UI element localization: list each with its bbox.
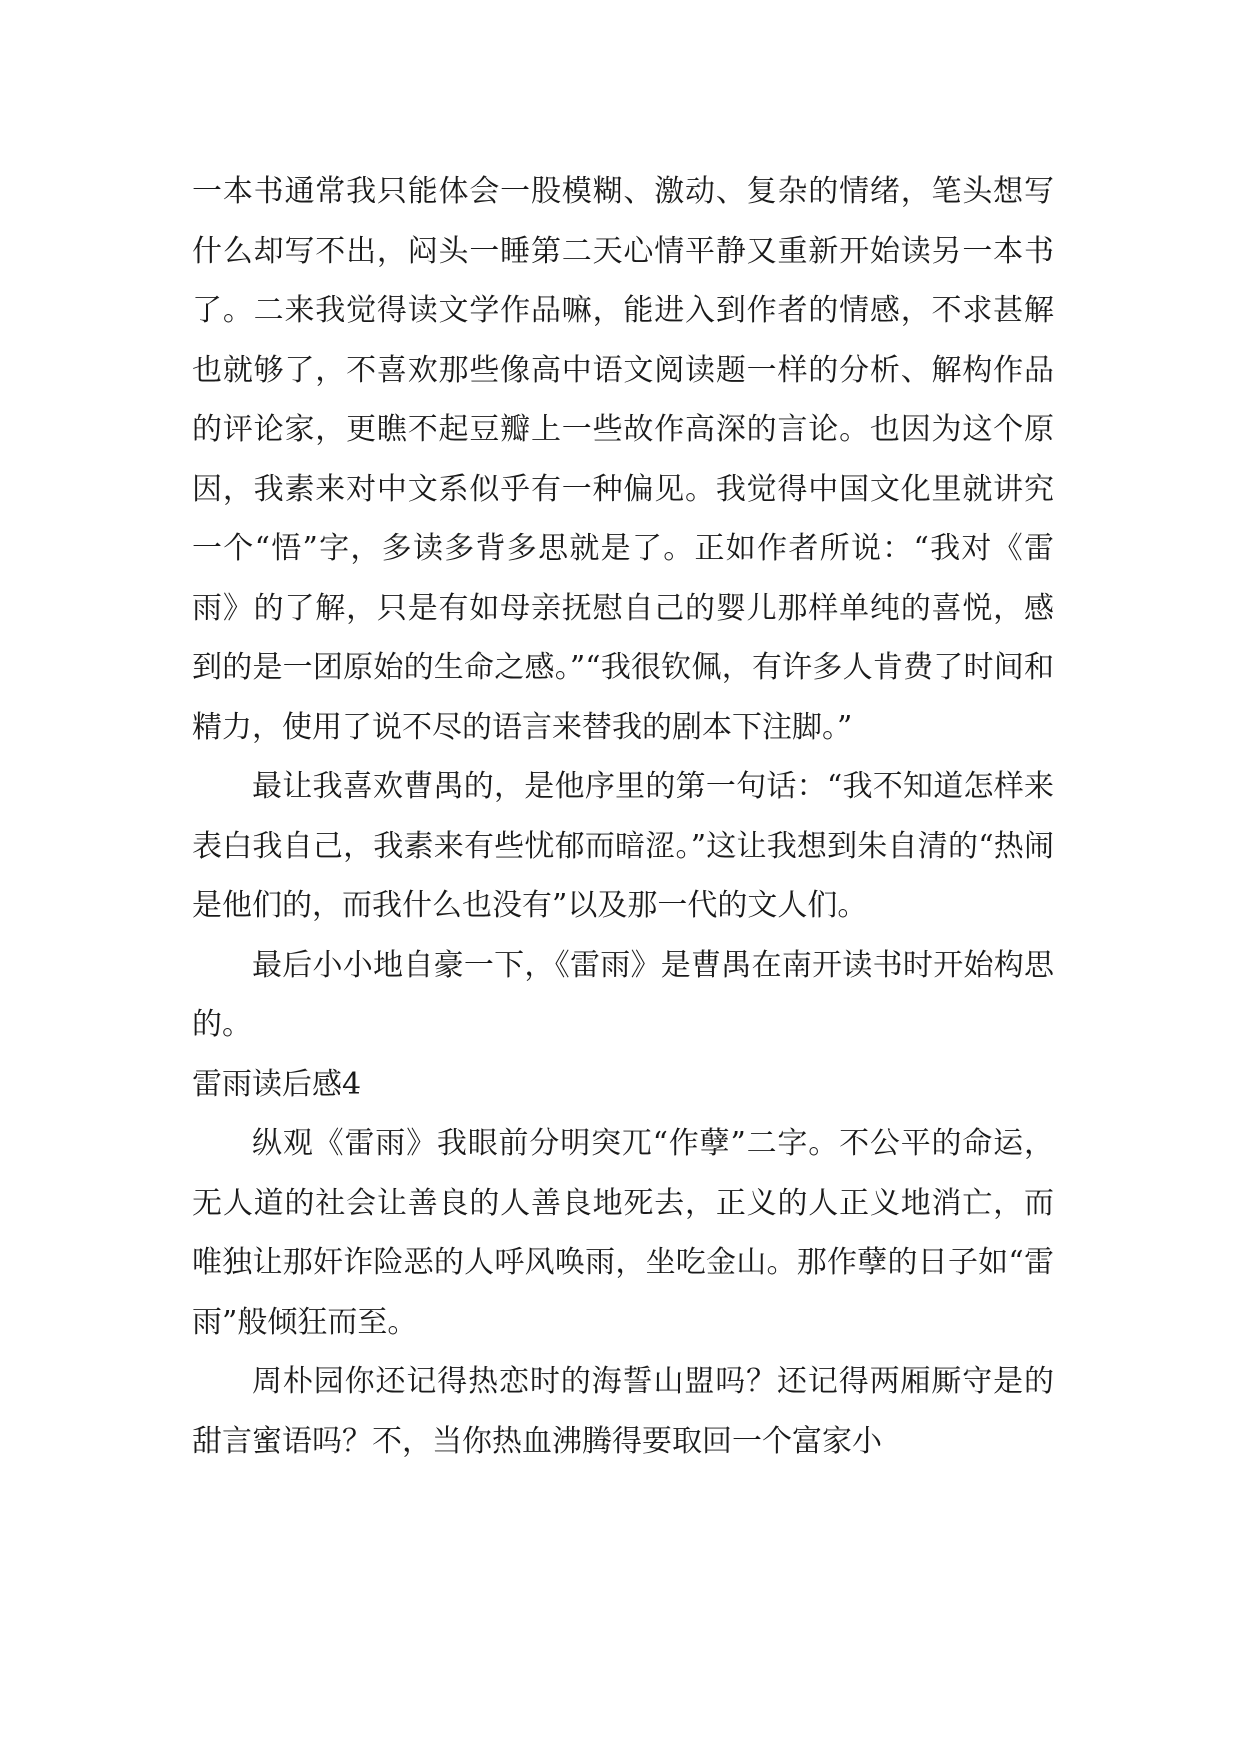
document-body bbox=[192, 162, 1054, 1471]
section-heading: 雷雨读后感4 bbox=[192, 1066, 362, 1102]
paragraph-overview: 纵观《雷雨》我眼前分明突兀“作孽”二字。不公平的命运，无人道的社会让善良的人善良地死去，正义的人正义地消亡，而唯独让那奸诈险恶的人呼风唤雨，坐吃金山。那作孽的日子如“雷雨”般倾狂而至。 bbox=[192, 1126, 1054, 1340]
paragraph-nankai: 最后小小地自豪一下，《雷雨》是曹禺在南开读书时开始构思的。 bbox=[192, 947, 1054, 1042]
paragraph-zhou-puyuan: 周朴园你还记得热恋时的海誓山盟吗？还记得两厢厮守是的甜言蜜语吗？不，当你热血沸腾得要取回一个富家小 bbox=[192, 1364, 1054, 1459]
paragraph-continued: 一本书通常我只能体会一股模糊、激动、复杂的情绪，笔头想写什么却写不出，闷头一睡第二天心情平静又重新开始读另一本书了。二来我觉得读文学作品嘛，能进入到作者的情感，不求甚解也就够了，不喜欢那些像高中语文阅读题一样的分析、解构作品的评论家，更瞧不起豆瓣上一些故作高深的言论。也因为这个原因，我素来对中文系似乎有一种偏见。我觉得中国文化里就讲究一个“悟”字，多读多背多思就是了。正如作者所说：“我对《雷雨》的了解，只是有如母亲抚慰自己的婴儿那样单纯的喜悦，感到的是一团原始的生命之感。”“我很钦佩，有许多人肯费了时间和精力，使用了说不尽的语言来替我的剧本下注脚。” bbox=[192, 174, 1054, 745]
paragraph-preface-quote: 最让我喜欢曹禺的，是他序里的第一句话：“我不知道怎样来表白我自己，我素来有些忧郁而暗涩。”这让我想到朱自清的“热闹是他们的，而我什么也没有”以及那一代的文人们。 bbox=[192, 769, 1054, 923]
